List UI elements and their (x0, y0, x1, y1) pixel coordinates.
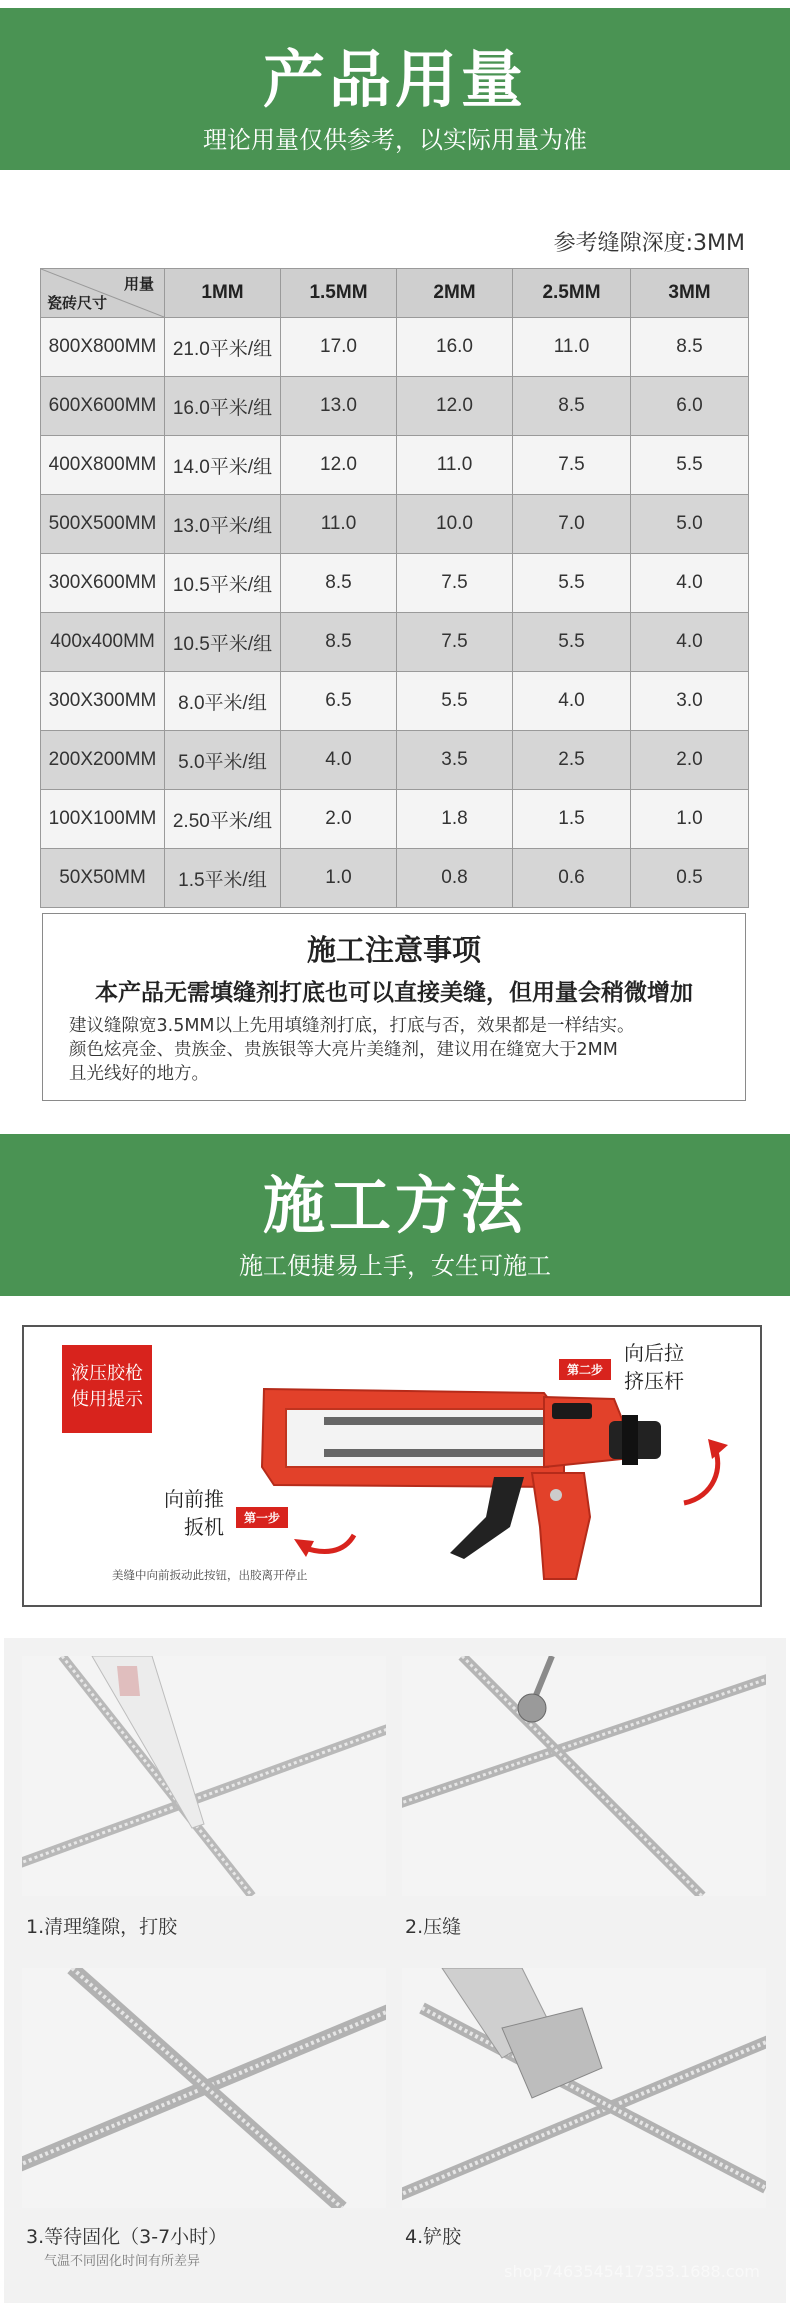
tile-size-cell: 500X500MM (41, 495, 165, 554)
table-cell: 7.5 (397, 554, 513, 613)
table-cell: 7.5 (397, 613, 513, 672)
step2-photo (402, 1656, 766, 1896)
table-cell: 17.0 (281, 318, 397, 377)
table-row (41, 436, 749, 495)
tile-size-cell: 50X50MM (41, 849, 165, 908)
notice-title: 施工注意事项 (306, 933, 481, 967)
table-cell: 0.8 (397, 849, 513, 908)
table-cell: 6.0 (631, 377, 749, 436)
table-cell: 7.5 (513, 436, 631, 495)
table-cell: 7.0 (513, 495, 631, 554)
step1-photo (22, 1656, 386, 1896)
usage-subtitle: 理论用量仅供参考，以实际用量为准 (203, 126, 587, 154)
step4-caption: 4.铲胶 (405, 2226, 462, 2248)
step1-caption: 1.清理缝隙，打胶 (26, 1916, 178, 1938)
table-cell: 12.0 (281, 436, 397, 495)
tile-size-cell: 400X800MM (41, 436, 165, 495)
table-cell: 5.0 (631, 495, 749, 554)
depth-note: 参考缝隙深度:3MM (553, 231, 745, 256)
step1-label (144, 1485, 224, 1541)
table-corner-cell (41, 269, 165, 318)
step3-note: 气温不同固化时间有所差异 (44, 2254, 201, 2269)
notice-subtitle: 本产品无需填缝剂打底也可以直接美缝，但用量会稍微增加 (95, 980, 693, 1006)
table-cell: 1.5平米/组 (165, 849, 281, 908)
table-cell: 4.0 (281, 731, 397, 790)
table-cell: 16.0 (397, 318, 513, 377)
step3-caption: 3.等待固化（3-7小时） (26, 2226, 228, 2248)
table-cell: 2.0 (281, 790, 397, 849)
tile-size-cell: 200X200MM (41, 731, 165, 790)
table-cell: 0.5 (631, 849, 749, 908)
step1-label-line: 扳机 (184, 1515, 224, 1539)
notice-body-line: 且光线好的地方。 (69, 1064, 209, 1084)
corner-label-tile-size: 瓷砖尺寸 (47, 295, 108, 312)
table-cell: 1.0 (631, 790, 749, 849)
table-cell: 5.5 (513, 554, 631, 613)
table-cell: 10.0 (397, 495, 513, 554)
table-cell: 5.5 (631, 436, 749, 495)
usage-title: 产品用量 (262, 43, 527, 116)
tile-size-cell: 400x400MM (41, 613, 165, 672)
method-title: 施工方法 (262, 1169, 527, 1242)
table-column-header: 1.5MM (281, 269, 397, 318)
table-cell: 5.5 (513, 613, 631, 672)
tile-size-cell: 600X600MM (41, 377, 165, 436)
step2-chip: 第二步 (559, 1359, 611, 1380)
step1-chip: 第一步 (236, 1507, 288, 1528)
usage-table (40, 268, 749, 908)
table-cell: 2.5 (513, 731, 631, 790)
corner-label-usage: 用量 (123, 276, 154, 293)
table-cell: 2.0 (631, 731, 749, 790)
table-cell: 5.5 (397, 672, 513, 731)
table-cell: 3.0 (631, 672, 749, 731)
table-cell: 8.5 (281, 554, 397, 613)
table-row (41, 672, 749, 731)
step2-caption: 2.压缝 (405, 1916, 462, 1938)
table-cell: 10.5平米/组 (165, 613, 281, 672)
table-row (41, 554, 749, 613)
method-subtitle: 施工便捷易上手，女生可施工 (239, 1252, 551, 1280)
tile-size-cell: 300X600MM (41, 554, 165, 613)
table-cell: 8.5 (631, 318, 749, 377)
table-row (41, 495, 749, 554)
table-cell: 10.5平米/组 (165, 554, 281, 613)
step2-label-line: 挤压杆 (624, 1369, 684, 1393)
notice-body-line: 建议缝隙宽3.5MM以上先用填缝剂打底，打底与否，效果都是一样结实。 (69, 1016, 635, 1036)
tile-size-cell: 300X300MM (41, 672, 165, 731)
table-row (41, 377, 749, 436)
table-cell: 1.5 (513, 790, 631, 849)
gun-footnote: 美缝中向前扳动此按钮，出胶离开停止 (112, 1568, 308, 1582)
table-row (41, 318, 749, 377)
table-cell: 14.0平米/组 (165, 436, 281, 495)
table-cell: 13.0 (281, 377, 397, 436)
step2-label (624, 1339, 684, 1395)
method-banner (0, 1134, 790, 1296)
table-row (41, 731, 749, 790)
table-cell: 8.0平米/组 (165, 672, 281, 731)
table-cell: 4.0 (631, 613, 749, 672)
table-cell: 12.0 (397, 377, 513, 436)
tile-size-cell: 800X800MM (41, 318, 165, 377)
gun-instructions (22, 1325, 762, 1607)
table-cell: 8.5 (513, 377, 631, 436)
table-row (41, 613, 749, 672)
table-cell: 13.0平米/组 (165, 495, 281, 554)
table-row (41, 849, 749, 908)
step3-photo (22, 1968, 386, 2208)
table-column-header: 1MM (165, 269, 281, 318)
table-cell: 11.0 (397, 436, 513, 495)
table-row (41, 790, 749, 849)
table-cell: 2.50平米/组 (165, 790, 281, 849)
notice-body (69, 1014, 725, 1086)
step1-label-line: 向前推 (164, 1487, 224, 1511)
table-cell: 11.0 (513, 318, 631, 377)
step4-photo (402, 1968, 766, 2208)
table-cell: 4.0 (631, 554, 749, 613)
table-column-header: 3MM (631, 269, 749, 318)
table-cell: 1.0 (281, 849, 397, 908)
table-cell: 8.5 (281, 613, 397, 672)
construction-notice (42, 913, 746, 1101)
table-cell: 5.0平米/组 (165, 731, 281, 790)
step2-label-line: 向后拉 (624, 1341, 684, 1365)
table-cell: 6.5 (281, 672, 397, 731)
table-cell: 16.0平米/组 (165, 377, 281, 436)
table-header-row (41, 269, 749, 318)
notice-body-line: 颜色炫亮金、贵族金、贵族银等大亮片美缝剂，建议用在缝宽大于2MM (69, 1040, 618, 1060)
gun-tag-line: 使用提示 (71, 1389, 143, 1410)
usage-banner (0, 8, 790, 170)
table-cell: 3.5 (397, 731, 513, 790)
table-cell: 21.0平米/组 (165, 318, 281, 377)
tile-size-cell: 100X100MM (41, 790, 165, 849)
shop-watermark: shop7463545417353.1688.com (504, 2262, 760, 2281)
table-cell: 0.6 (513, 849, 631, 908)
table-column-header: 2MM (397, 269, 513, 318)
table-cell: 11.0 (281, 495, 397, 554)
table-cell: 4.0 (513, 672, 631, 731)
table-column-header: 2.5MM (513, 269, 631, 318)
gun-tag-line: 液压胶枪 (71, 1363, 143, 1384)
table-cell: 1.8 (397, 790, 513, 849)
